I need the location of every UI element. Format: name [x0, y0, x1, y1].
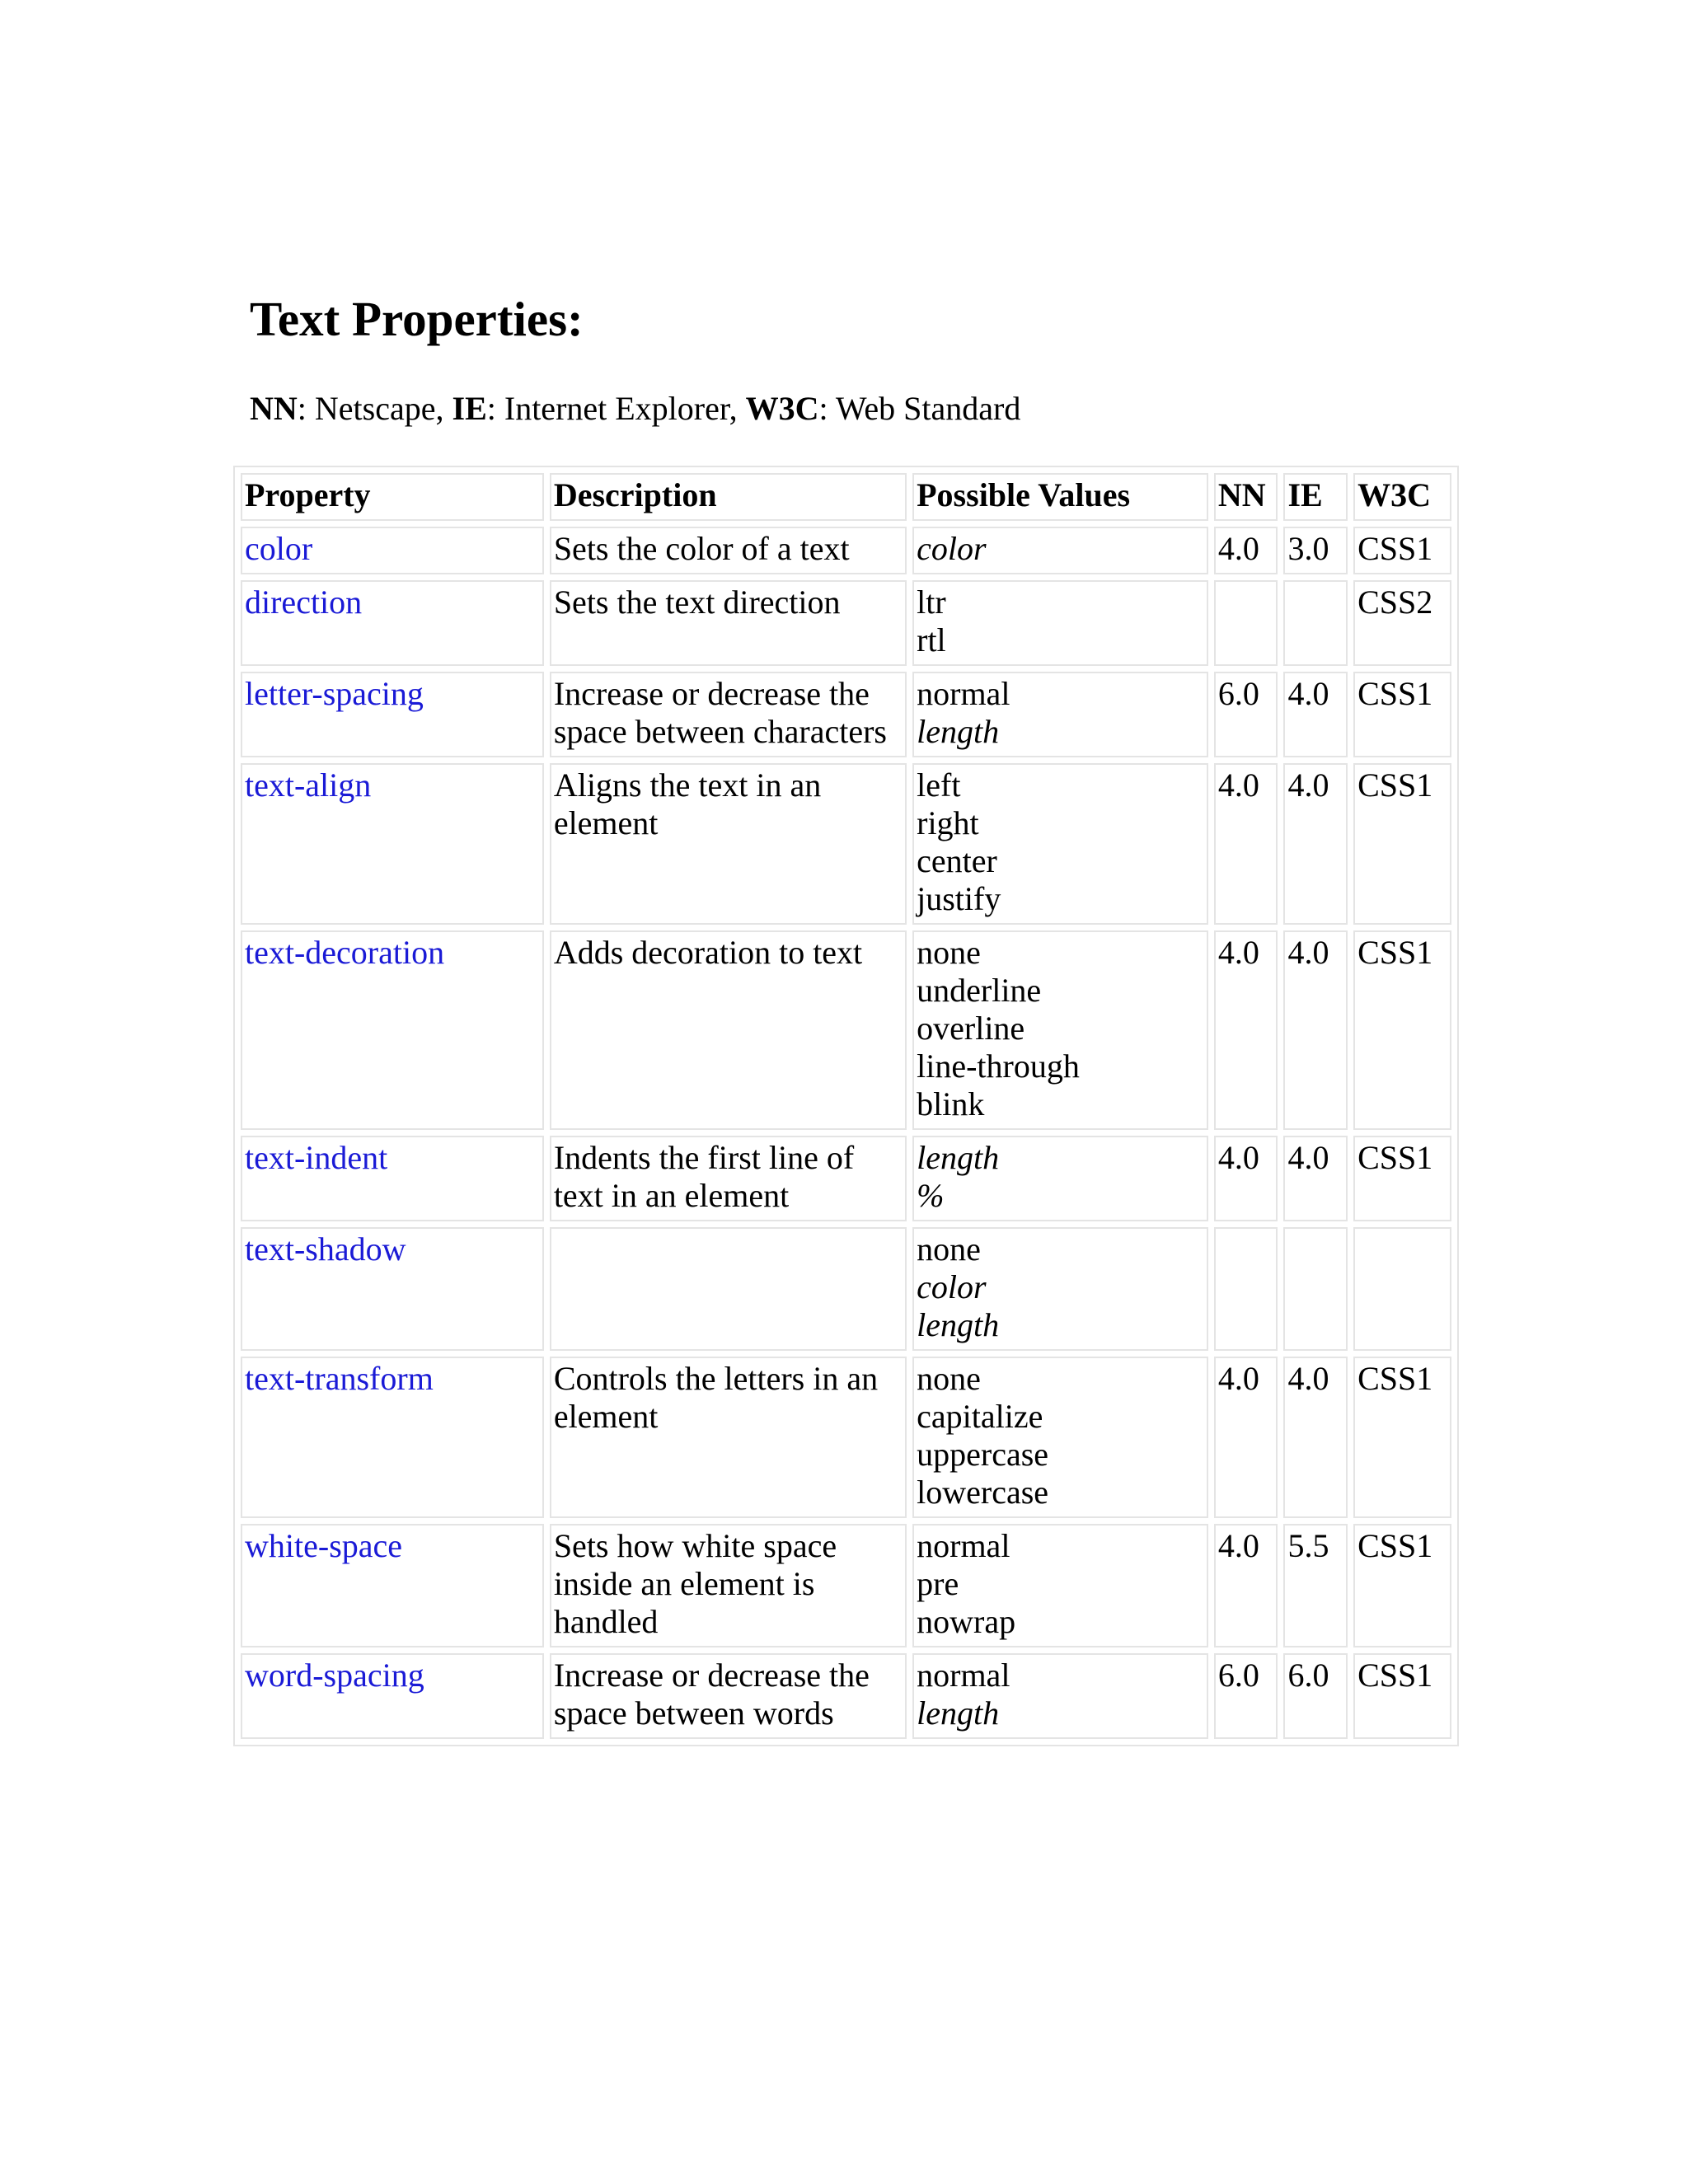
- legend-abbr-ie: IE: [452, 390, 487, 427]
- ie-version-cell: 6.0: [1283, 1653, 1348, 1739]
- table-row: [241, 1524, 1451, 1647]
- w3c-level-cell: CSS1: [1353, 930, 1451, 1130]
- property-cell: [241, 580, 544, 666]
- property-link[interactable]: text-align: [245, 766, 372, 804]
- ie-version-cell: 4.0: [1283, 672, 1348, 757]
- possible-value: overline: [917, 1010, 1025, 1047]
- possible-value: none: [917, 1230, 981, 1268]
- table-header-row: [241, 473, 1451, 521]
- possible-value: color: [917, 530, 987, 567]
- browser-legend: [250, 389, 1020, 429]
- possible-value: left: [917, 766, 961, 804]
- legend-trail: ,: [729, 390, 746, 427]
- property-link[interactable]: white-space: [245, 1527, 403, 1564]
- ie-version-cell: [1283, 1227, 1348, 1351]
- possible-value: length: [917, 1306, 1000, 1343]
- possible-values-cell: [912, 1227, 1208, 1351]
- nn-version-cell: 4.0: [1214, 930, 1278, 1130]
- table-row: [241, 763, 1451, 925]
- legend-sep: :: [486, 390, 504, 427]
- description-line: Sets how white space: [553, 1527, 837, 1564]
- property-link[interactable]: word-spacing: [245, 1657, 424, 1694]
- w3c-level-cell: CSS1: [1353, 1357, 1451, 1518]
- page-title: Text Properties:: [250, 292, 584, 346]
- possible-value: length: [917, 713, 1000, 750]
- possible-value: justify: [917, 880, 1001, 917]
- w3c-level-cell: CSS1: [1353, 1524, 1451, 1647]
- table-row: [241, 527, 1451, 574]
- nn-version-cell: 4.0: [1214, 1357, 1278, 1518]
- property-cell: [241, 1227, 544, 1351]
- table-row: [241, 1357, 1451, 1518]
- table-row: [241, 1227, 1451, 1351]
- header-possible-values: Possible Values: [912, 473, 1208, 521]
- possible-values-cell: [912, 672, 1208, 757]
- property-link[interactable]: color: [245, 530, 313, 567]
- table-row: [241, 930, 1451, 1130]
- w3c-level-cell: CSS1: [1353, 1136, 1451, 1221]
- possible-value: none: [917, 934, 981, 971]
- possible-values-cell: [912, 527, 1208, 574]
- w3c-level-cell: CSS1: [1353, 763, 1451, 925]
- description-cell: [550, 672, 907, 757]
- property-cell: [241, 1357, 544, 1518]
- property-cell: [241, 1524, 544, 1647]
- description-cell: [550, 763, 907, 925]
- legend-label-w3c: Web Standard: [835, 390, 1021, 427]
- nn-version-cell: [1214, 580, 1278, 666]
- possible-value: length: [917, 1694, 1000, 1732]
- possible-value: ltr: [917, 583, 946, 621]
- possible-value: color: [917, 1268, 987, 1305]
- description-line: inside an element is: [553, 1565, 815, 1602]
- header-w3c: W3C: [1353, 473, 1451, 521]
- table-row: [241, 1136, 1451, 1221]
- description-line: Increase or decrease the: [553, 675, 870, 712]
- description-line: element: [553, 804, 659, 841]
- legend-label-ie: Internet Explorer: [504, 390, 729, 427]
- w3c-level-cell: CSS1: [1353, 527, 1451, 574]
- ie-version-cell: 4.0: [1283, 763, 1348, 925]
- w3c-level-cell: CSS1: [1353, 672, 1451, 757]
- description-line: Aligns the text in an: [553, 766, 822, 804]
- description-cell: [550, 1357, 907, 1518]
- description-cell: [550, 1227, 907, 1351]
- property-cell: [241, 1136, 544, 1221]
- property-link[interactable]: direction: [245, 583, 363, 621]
- ie-version-cell: 3.0: [1283, 527, 1348, 574]
- property-link[interactable]: text-indent: [245, 1139, 388, 1176]
- property-link[interactable]: text-shadow: [245, 1230, 406, 1268]
- nn-version-cell: 4.0: [1214, 527, 1278, 574]
- nn-version-cell: 4.0: [1214, 763, 1278, 925]
- possible-value: blink: [917, 1085, 985, 1122]
- description-cell: [550, 1136, 907, 1221]
- ie-version-cell: 5.5: [1283, 1524, 1348, 1647]
- description-line: Adds decoration to text: [553, 934, 863, 971]
- possible-values-cell: [912, 763, 1208, 925]
- header-nn: NN: [1214, 473, 1278, 521]
- header-description: Description: [550, 473, 907, 521]
- possible-value: normal: [917, 1657, 1010, 1694]
- ie-version-cell: 4.0: [1283, 1357, 1348, 1518]
- header-property: Property: [241, 473, 544, 521]
- possible-values-cell: [912, 1524, 1208, 1647]
- possible-value: center: [917, 842, 997, 879]
- description-cell: [550, 1653, 907, 1739]
- possible-values-cell: [912, 1136, 1208, 1221]
- description-line: Controls the letters in an: [553, 1360, 879, 1397]
- ie-version-cell: 4.0: [1283, 930, 1348, 1130]
- description-cell: [550, 1524, 907, 1647]
- table-row: [241, 672, 1451, 757]
- w3c-level-cell: CSS2: [1353, 580, 1451, 666]
- possible-value: none: [917, 1360, 981, 1397]
- w3c-level-cell: CSS1: [1353, 1653, 1451, 1739]
- legend-abbr-nn: NN: [250, 390, 298, 427]
- possible-value: %: [917, 1177, 945, 1214]
- property-link[interactable]: text-transform: [245, 1360, 434, 1397]
- possible-value: line-through: [917, 1047, 1080, 1085]
- possible-value: rtl: [917, 621, 946, 658]
- property-link[interactable]: text-decoration: [245, 934, 445, 971]
- description-line: space between words: [553, 1694, 834, 1732]
- property-cell: [241, 930, 544, 1130]
- property-cell: [241, 763, 544, 925]
- description-line: Increase or decrease the: [553, 1657, 870, 1694]
- possible-values-cell: [912, 1357, 1208, 1518]
- possible-value: nowrap: [917, 1603, 1016, 1640]
- nn-version-cell: 6.0: [1214, 672, 1278, 757]
- legend-sep: :: [818, 390, 836, 427]
- legend-abbr-w3c: W3C: [745, 390, 819, 427]
- nn-version-cell: [1214, 1227, 1278, 1351]
- possible-values-cell: [912, 580, 1208, 666]
- nn-version-cell: 6.0: [1214, 1653, 1278, 1739]
- property-cell: [241, 1653, 544, 1739]
- legend-sep: :: [297, 390, 315, 427]
- possible-value: normal: [917, 675, 1010, 712]
- property-link[interactable]: letter-spacing: [245, 675, 424, 712]
- nn-version-cell: 4.0: [1214, 1136, 1278, 1221]
- possible-values-cell: [912, 930, 1208, 1130]
- possible-value: right: [917, 804, 979, 841]
- description-line: element: [553, 1398, 659, 1435]
- possible-values-cell: [912, 1653, 1208, 1739]
- description-line: Sets the text direction: [553, 583, 841, 621]
- description-line: space between characters: [553, 713, 887, 750]
- nn-version-cell: 4.0: [1214, 1524, 1278, 1647]
- description-line: handled: [553, 1603, 659, 1640]
- description-line: Indents the first line of: [553, 1139, 855, 1176]
- table-row: [241, 1653, 1451, 1739]
- table-row: [241, 580, 1451, 666]
- property-cell: [241, 672, 544, 757]
- possible-value: capitalize: [917, 1398, 1043, 1435]
- ie-version-cell: 4.0: [1283, 1136, 1348, 1221]
- possible-value: normal: [917, 1527, 1010, 1564]
- possible-value: length: [917, 1139, 1000, 1176]
- header-ie: IE: [1283, 473, 1348, 521]
- possible-value: uppercase: [917, 1436, 1049, 1473]
- text-properties-table: [233, 466, 1459, 1746]
- legend-trail: ,: [435, 390, 452, 427]
- description-cell: [550, 527, 907, 574]
- description-cell: [550, 580, 907, 666]
- w3c-level-cell: [1353, 1227, 1451, 1351]
- possible-value: pre: [917, 1565, 959, 1602]
- description-line: Sets the color of a text: [553, 530, 850, 567]
- possible-value: underline: [917, 972, 1042, 1009]
- possible-value: lowercase: [917, 1474, 1049, 1511]
- description-cell: [550, 930, 907, 1130]
- ie-version-cell: [1283, 580, 1348, 666]
- table-body: [241, 527, 1451, 1739]
- property-cell: [241, 527, 544, 574]
- legend-label-nn: Netscape: [314, 390, 436, 427]
- description-line: text in an element: [553, 1177, 790, 1214]
